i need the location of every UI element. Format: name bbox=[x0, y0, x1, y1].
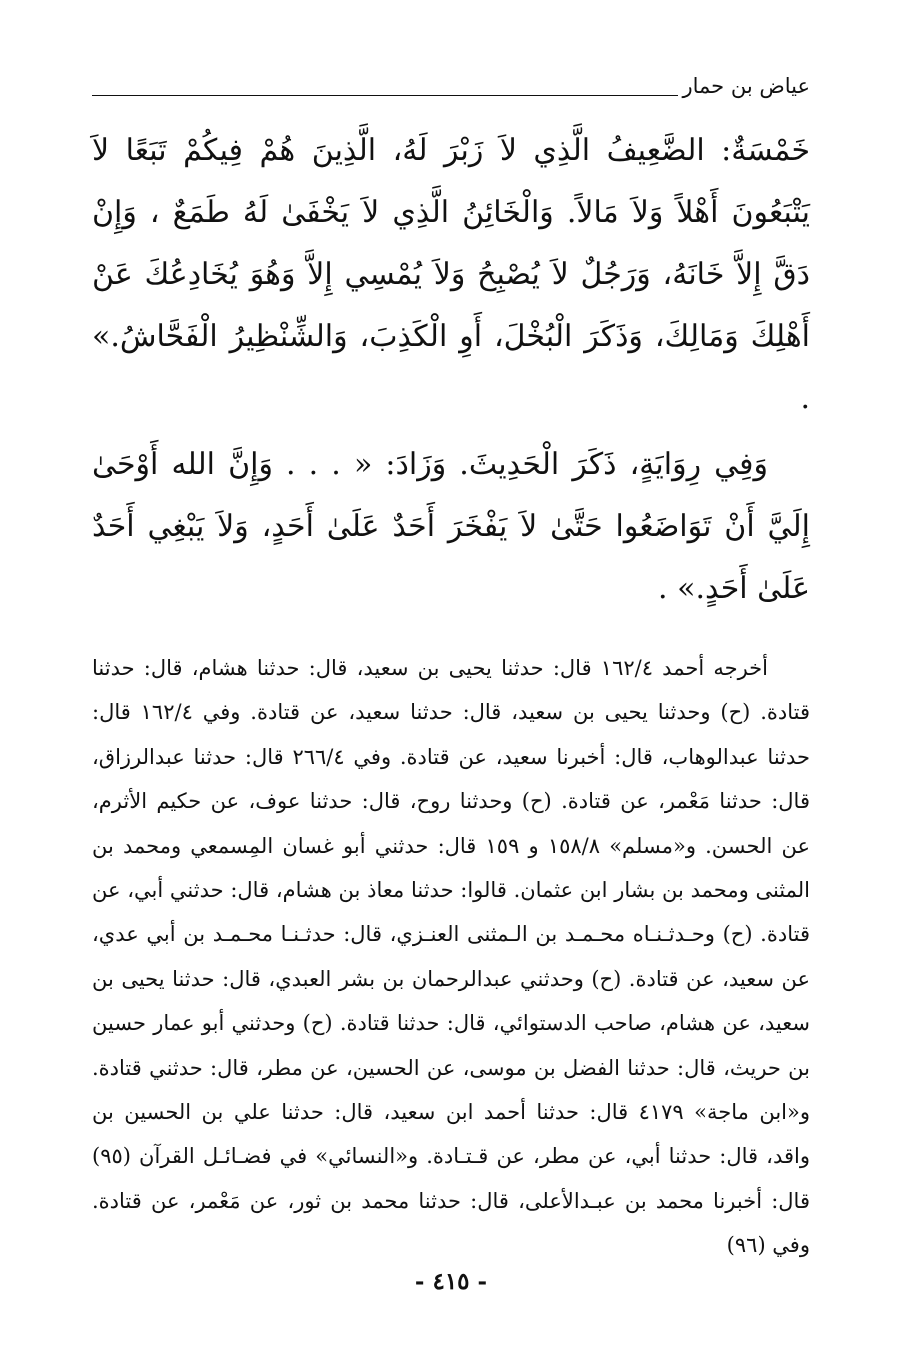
hadith-paragraph: خَمْسَةٌ: الضَّعِيفُ الَّذِي لاَ زَبْرَ لَهُ، الَّذِينَ هُمْ فِيكُمْ تَبَعًا لاَ يَتْبَعُونَ أَهْلاً وَلاَ مَالاً. وَالْخَائِنُ الَّذِي لاَ يَخْفَىٰ لَهُ طَمَعٌ ، وَإِنْ دَقَّ إِلاَّ خَانَهُ، وَرَجُلٌ لاَ يُصْبِحُ وَلاَ يُمْسِي إِلاَّ وَهُوَ يُخَادِعُكَ عَنْ أَهْلِكَ وَمَالِكَ، وَذَكَرَ الْبُخْلَ، أَوِ الْكَذِبَ، وَالشِّنْظِيرُ الْفَحَّاشُ.» . bbox=[92, 133, 810, 416]
takhrij-footnote bbox=[92, 646, 810, 1268]
hadith-text bbox=[92, 120, 810, 620]
page-number: - ٤١٥ - bbox=[414, 1268, 488, 1295]
hadith-variant-paragraph: وَفِي رِوَايَةٍ، ذَكَرَ الْحَدِيثَ. وَزَادَ: « . . . وَإِنَّ الله أَوْحَىٰ إِلَيَّ أَنْ تَوَاضَعُوا حَتَّىٰ لاَ يَفْخَرَ أَحَدٌ عَلَىٰ أَحَدٍ، وَلاَ يَبْغِي أَحَدٌ عَلَىٰ أَحَدٍ.» . bbox=[92, 447, 810, 606]
takhrij-text: أخرجه أحمد ١٦٢/٤ قال: حدثنا يحيى بن سعيد، قال: حدثنا هشام، قال: حدثنا قتادة. (ح) وحدثنا يحيى بن سعيد، قال: حدثنا سعيد، عن قتادة. وفي ١٦٢/٤ قال: حدثنا عبدالوهاب، قال: أخبرنا سعيد، عن قتادة. وفي ٢٦٦/٤ قال: حدثنا عبدالرزاق، قال: حدثنا مَعْمر، عن قتادة. (ح) وحدثنا روح، قال: حدثنا عوف، عن حكيم الأثرم، عن الحسن. و«مسلم» ١٥٨/٨ و ١٥٩ قال: حدثني أبو غسان المِسمعي ومحمد بن المثنى ومحمد بن بشار ابن عثمان. قالوا: حدثنا معاذ بن هشام، قال: حدثني أبي، عن قتادة. (ح) وحـدثـنـاه محـمـد بن الـمثنى العنـزي، قال: حدثـنـا محـمـد بن أبي عدي، عن سعيد، عن قتادة. (ح) وحدثني عبدالرحمان بن بشر العبدي، قال: حدثنا يحيى بن سعيد، عن هشام، صاحب الدستوائي، قال: حدثنا قتادة. (ح) وحدثني أبو عمار حسين بن حريث، قال: حدثنا الفضل بن موسى، عن الحسين، عن مطر، قال: حدثني قتادة. و«ابن ماجة» ٤١٧٩ قال: حدثنا أحمد ابن سعيد، قال: حدثنا علي بن الحسين بن واقد، قال: حدثنا أبي، عن مطر، عن قـتـادة. و«النسائي» في فضـائـل القرآن (٩٥) قال: أخبرنا محمد بن عبـدالأعلى، قال: حدثنا محمد بن ثور، عن مَعْمر، عن قتادة. وفي (٩٦) bbox=[92, 656, 811, 1258]
header-rule bbox=[92, 95, 678, 96]
running-header bbox=[92, 70, 810, 104]
book-page bbox=[92, 70, 810, 1320]
running-title: عياض بن حمار bbox=[682, 74, 810, 98]
